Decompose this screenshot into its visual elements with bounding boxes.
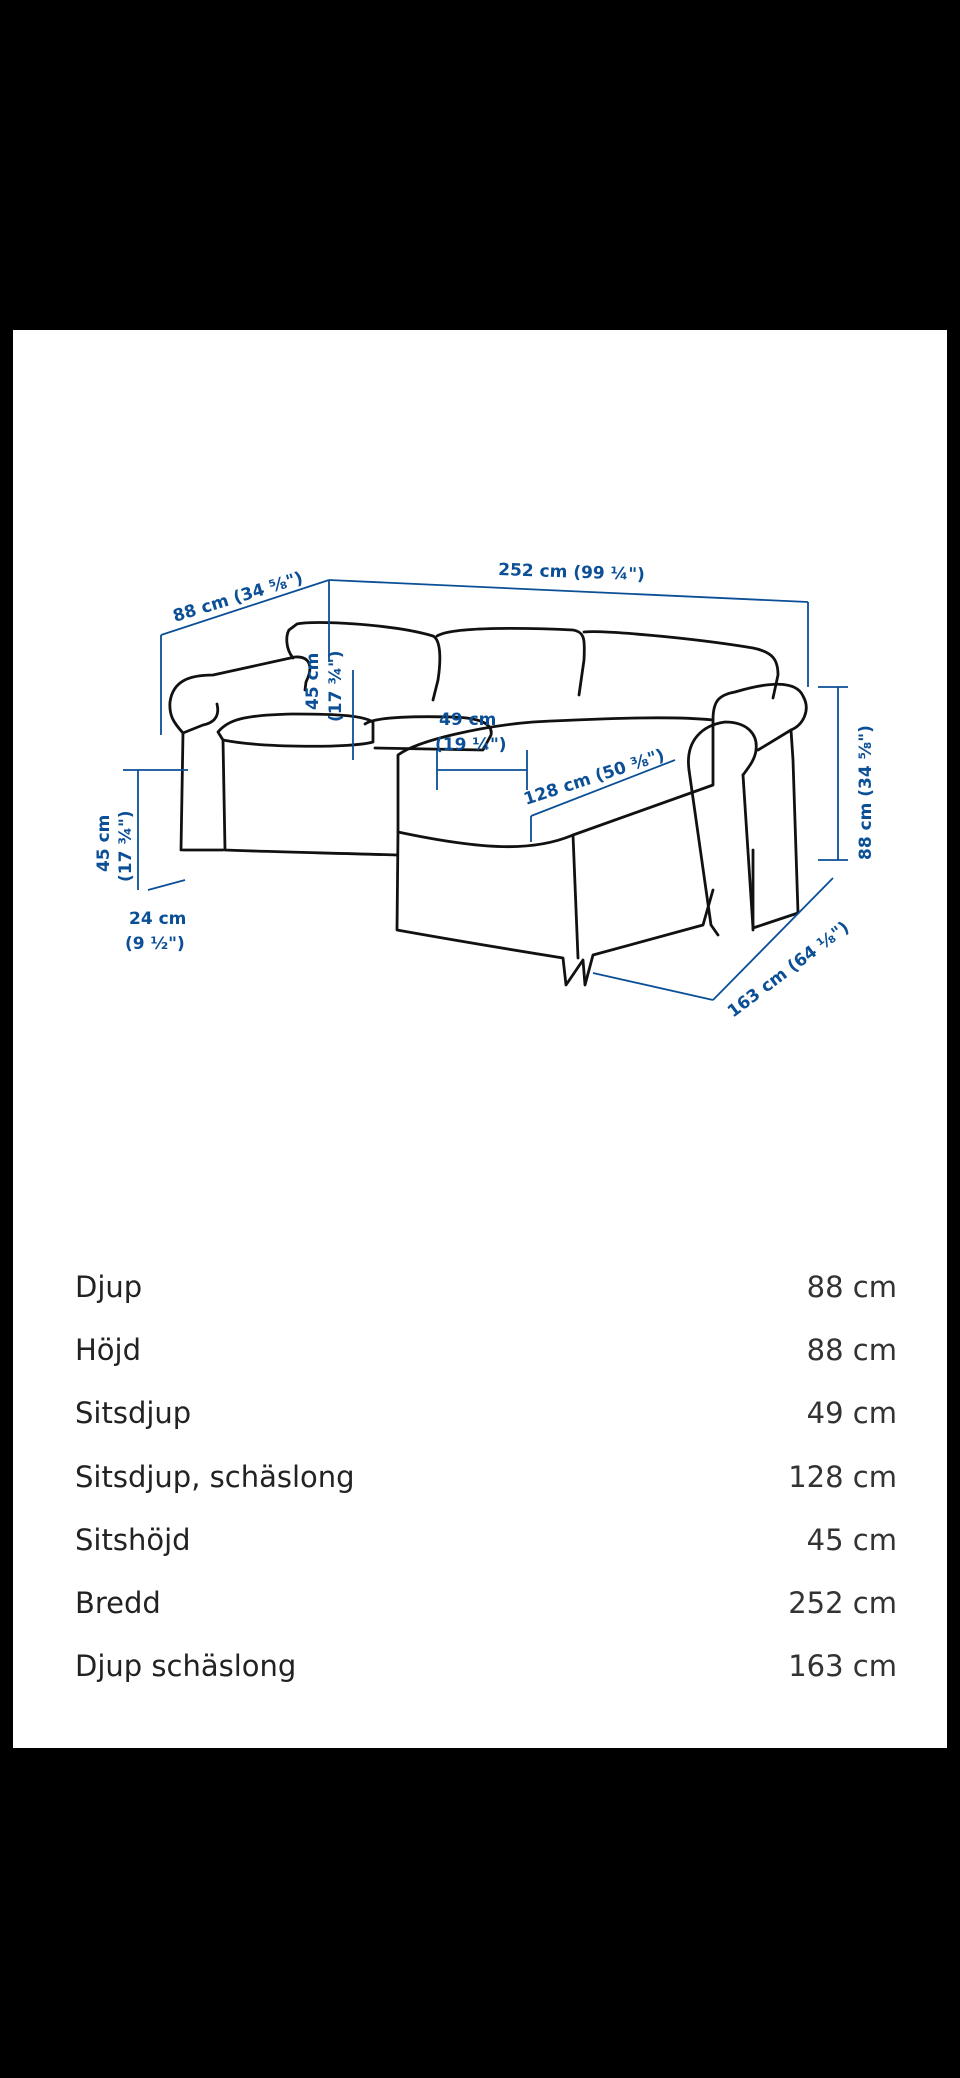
- seat-depth-cm-label: 49 cm: [439, 710, 497, 730]
- back-height-cm-label: 45 cm: [303, 652, 323, 710]
- dimension-lines: [123, 580, 848, 1000]
- chaise-depth-label: 163 cm (64 ⅛"): [723, 917, 854, 1022]
- sofa-outline: [170, 623, 806, 986]
- spec-value: 49 cm: [806, 1396, 897, 1431]
- width-total-label: 252 cm (99 ¼"): [497, 560, 646, 586]
- spec-label: Sitshöjd: [75, 1522, 191, 1557]
- seat-depth-in-label: (19 ¼"): [435, 735, 507, 755]
- spec-label: Sitsdjup, schäslong: [75, 1459, 355, 1494]
- spec-label: Sitsdjup: [75, 1396, 192, 1431]
- spec-row-seat-height: [75, 1508, 897, 1571]
- spec-value: 163 cm: [788, 1649, 897, 1684]
- spec-label: Bredd: [75, 1586, 161, 1621]
- leg-height-in-label: (9 ½"): [125, 934, 185, 954]
- spec-value: 45 cm: [806, 1522, 897, 1557]
- spec-row-width: [75, 1571, 897, 1634]
- dimension-spec-list: [75, 1255, 897, 1698]
- spec-row-chaise-seat-depth: [75, 1445, 897, 1508]
- spec-row-height: [75, 1318, 897, 1381]
- depth-total-label: 88 cm (34 ⅝"): [170, 568, 306, 627]
- spec-label: Höjd: [75, 1332, 142, 1367]
- spec-value: 88 cm: [806, 1332, 897, 1367]
- seat-height-in-label: (17 ¾"): [116, 810, 136, 882]
- back-height-in-label: (17 ¾"): [326, 650, 346, 722]
- spec-row-depth: [75, 1255, 897, 1318]
- height-total-label: 88 cm (34 ⅝"): [856, 725, 876, 860]
- leg-height-cm-label: 24 cm: [129, 909, 187, 929]
- spec-value: 128 cm: [788, 1459, 897, 1494]
- spec-row-seat-depth: [75, 1382, 897, 1445]
- spec-value: 252 cm: [788, 1586, 897, 1621]
- chaise-seat-depth-label: 128 cm (50 ⅜"): [521, 745, 668, 810]
- spec-label: Djup: [75, 1269, 143, 1304]
- spec-label: Djup schäslong: [75, 1649, 297, 1684]
- spec-row-chaise-depth: [75, 1635, 897, 1698]
- spec-value: 88 cm: [806, 1269, 897, 1304]
- seat-height-cm-label: 45 cm: [94, 814, 114, 872]
- product-dimensions-card: [13, 330, 947, 1748]
